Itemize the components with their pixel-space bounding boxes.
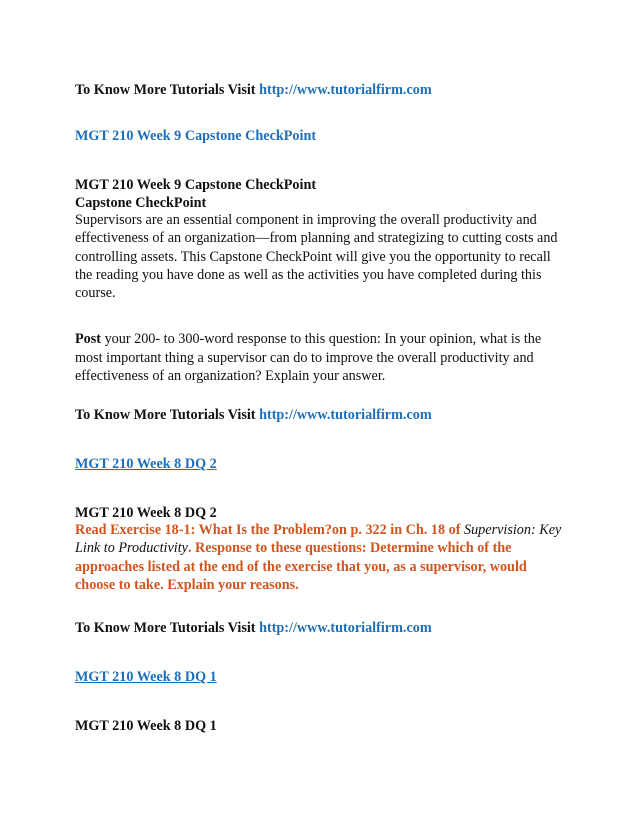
section-1-subtitle: Capstone CheckPoint xyxy=(75,195,207,211)
post-bold-label: Post xyxy=(75,331,102,347)
section-2-body xyxy=(75,521,570,594)
mgt210-week8-dq2-link[interactable]: MGT 210 Week 8 DQ 2 xyxy=(75,456,217,472)
section-1-body: Supervisors are an essential component in improving the overall productivity and effectiveness of an organization—from planning and strategizing to cutting costs and controlling assets. This Capstone CheckPoint will give you the opportunity to recall the reading you have done as well as the activities you have completed during this course. xyxy=(75,212,558,302)
section-3-heading xyxy=(75,667,575,687)
response-text: . Response to these questions: Determine which of the approaches listed at the end of the exercise that you, as a supervisor, would choose to take. Explain your reasons. xyxy=(75,540,527,593)
promo-line-3 xyxy=(75,618,575,638)
book-title: Supervision: Key Link to Productivity xyxy=(75,522,562,557)
section-1-heading xyxy=(75,126,575,146)
promo-lead: To Know More Tutorials Visit xyxy=(75,407,260,423)
section-2-title: MGT 210 Week 8 DQ 2 xyxy=(75,505,217,521)
promo-url-link[interactable]: http://www.tutorialfirm.com xyxy=(259,82,432,98)
promo-lead: To Know More Tutorials Visit xyxy=(75,620,260,636)
mgt210-week8-dq1-link[interactable]: MGT 210 Week 8 DQ 1 xyxy=(75,669,217,685)
promo-line-1 xyxy=(75,80,575,100)
mgt210-week9-capstone-link[interactable]: MGT 210 Week 9 Capstone CheckPoint xyxy=(75,128,317,144)
read-exercise-text: Read Exercise 18-1: What Is the Problem?on p. 322 in Ch. 18 of xyxy=(75,522,464,538)
section-3-title: MGT 210 Week 8 DQ 1 xyxy=(75,718,217,734)
section-2-heading xyxy=(75,454,575,474)
section-1-post-paragraph xyxy=(75,330,570,386)
promo-lead: To Know More Tutorials Visit xyxy=(75,82,256,98)
post-text: your 200- to 300-word response to this question: In your opinion, what is the most important thing a supervisor can do to improve the overall productivity and effectiveness of an organization? Explain your answer. xyxy=(75,331,542,384)
section-1-title: MGT 210 Week 9 Capstone CheckPoint xyxy=(75,177,317,193)
promo-url-link[interactable]: http://www.tutorialfirm.com xyxy=(259,620,432,636)
promo-url-link[interactable]: http://www.tutorialfirm.com xyxy=(259,407,432,423)
promo-line-2 xyxy=(75,405,575,425)
